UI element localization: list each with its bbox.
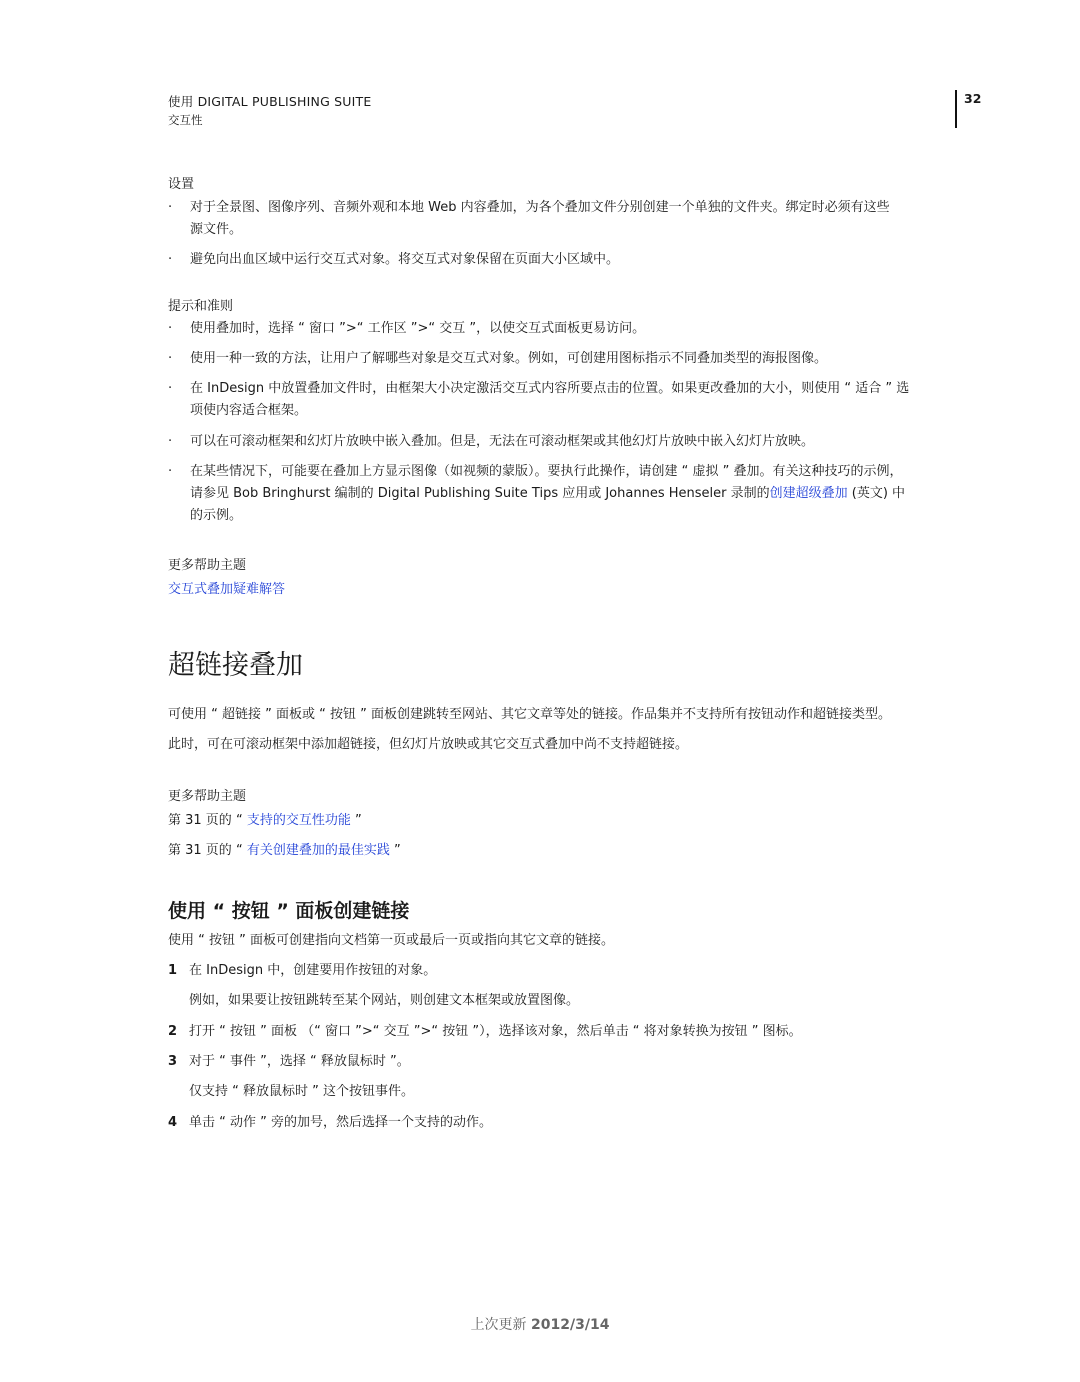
- step-number: 2: [168, 1024, 178, 1039]
- header-title: 使用 DIGITAL PUBLISHING SUITE: [168, 94, 372, 109]
- step-number: 3: [168, 1054, 178, 1069]
- more-help-prefix: 第 31 页的 “: [168, 843, 247, 858]
- overlay-troubleshooting-link[interactable]: 交互式叠加疑难解答: [168, 582, 286, 597]
- more-help-item: [168, 840, 401, 862]
- bullet-text-cont: 的示例。: [190, 508, 243, 523]
- section-title: 超链接叠加: [168, 650, 303, 681]
- page-footer: [0, 1314, 1080, 1334]
- header-divider: [955, 90, 957, 128]
- bullet-text: 避免向出血区域中运行交互式对象。将交互式对象保留在页面大小区域中。: [190, 252, 620, 267]
- more-help-heading: 更多帮助主题: [168, 558, 247, 573]
- bullet-icon: ·: [168, 252, 173, 267]
- more-help-suffix: ”: [389, 843, 401, 858]
- step-note: 例如，如果要让按钮跳转至某个网站，则创建文本框架或放置图像。: [189, 993, 580, 1008]
- bullet-icon: ·: [168, 321, 173, 336]
- subsection-intro: 使用 “ 按钮 ” 面板可创建指向文档第一页或最后一页或指向其它文章的链接。: [168, 933, 614, 948]
- bullet-text: 使用一种一致的方法，让用户了解哪些对象是交互式对象。例如，可创建用图标指示不同叠加类型的海报图像。: [190, 351, 828, 366]
- bullet-text: 对于全景图、图像序列、音频外观和本地 Web 内容叠加，为各个叠加文件分别创建一个单独的文件夹。绑定时必须有这些: [190, 200, 890, 215]
- bullet-text-cont: 源文件。: [190, 222, 243, 237]
- step-number: 1: [168, 963, 178, 978]
- bullet-text-cont: [190, 483, 962, 505]
- more-help-item: [168, 810, 362, 832]
- section-paragraph: 此时，可在可滚动框架中添加超链接，但幻灯片放映或其它交互式叠加中尚不支持超链接。: [168, 737, 689, 752]
- more-help-suffix: ”: [350, 813, 362, 828]
- bullet-text: 在 InDesign 中放置叠加文件时，由框架大小决定激活交互式内容所要点击的位置。如果更改叠加的大小，则使用 “ 适合 ” 选: [190, 381, 910, 396]
- bullet-icon: ·: [168, 434, 173, 449]
- section-paragraph: 可使用 “ 超链接 ” 面板或 “ 按钮 ” 面板创建跳转至网站、其它文章等处的链接。作品集并不支持所有按钮动作和超链接类型。: [168, 707, 891, 722]
- tips-heading: 提示和准则: [168, 299, 234, 314]
- bullet-icon: ·: [168, 351, 173, 366]
- create-super-overlay-link[interactable]: 创建超级叠加: [769, 486, 848, 501]
- header-subtitle: 交互性: [168, 113, 203, 127]
- bullet-text-cont: 项使内容适合框架。: [190, 403, 308, 418]
- supported-interactivity-link[interactable]: 支持的交互性功能: [246, 813, 351, 828]
- bullet-text-post: (英文) 中: [847, 486, 906, 501]
- step-note: 仅支持 “ 释放鼠标时 ” 这个按钮事件。: [189, 1084, 414, 1099]
- footer-label: 上次更新: [470, 1317, 532, 1333]
- step-text: 打开 “ 按钮 ” 面板 （“ 窗口 ”>“ 交互 ”>“ 按钮 ”），选择该对象，然后单击 “ 将对象转换为按钮 ” 图标。: [189, 1024, 802, 1039]
- settings-heading: 设置: [168, 177, 195, 192]
- more-help-prefix: 第 31 页的 “: [168, 813, 247, 828]
- step-text: 对于 “ 事件 ”，选择 “ 释放鼠标时 ”。: [189, 1054, 410, 1069]
- page-number: 32: [964, 91, 982, 106]
- footer-date: 2012/3/14: [531, 1317, 610, 1333]
- bullet-icon: ·: [168, 381, 173, 396]
- best-practices-link[interactable]: 有关创建叠加的最佳实践: [246, 843, 390, 858]
- bullet-text: 可以在可滚动框架和幻灯片放映中嵌入叠加。但是，无法在可滚动框架或其他幻灯片放映中嵌入幻灯片放映。: [190, 434, 815, 449]
- bullet-text: 在某些情况下，可能要在叠加上方显示图像（如视频的蒙版）。要执行此操作，请创建 “ 虚拟 ” 叠加。有关这种技巧的示例，: [190, 464, 903, 479]
- bullet-text: 使用叠加时，选择 “ 窗口 ”>“ 工作区 ”>“ 交互 ”，以使交互式面板更易访问。: [190, 321, 646, 336]
- bullet-icon: ·: [168, 200, 173, 215]
- subsection-title: 使用 “ 按钮 ” 面板创建链接: [168, 900, 410, 922]
- bullet-text-pre: 请参见 Bob Bringhurst 编制的 Digital Publishing Suite Tips 应用或 Johannes Henseler 录制的: [190, 486, 770, 501]
- bullet-icon: ·: [168, 464, 173, 479]
- step-number: 4: [168, 1115, 178, 1130]
- step-text: 在 InDesign 中，创建要用作按钮的对象。: [189, 963, 437, 978]
- step-text: 单击 “ 动作 ” 旁的加号，然后选择一个支持的动作。: [189, 1115, 492, 1130]
- more-help-heading: 更多帮助主题: [168, 789, 247, 804]
